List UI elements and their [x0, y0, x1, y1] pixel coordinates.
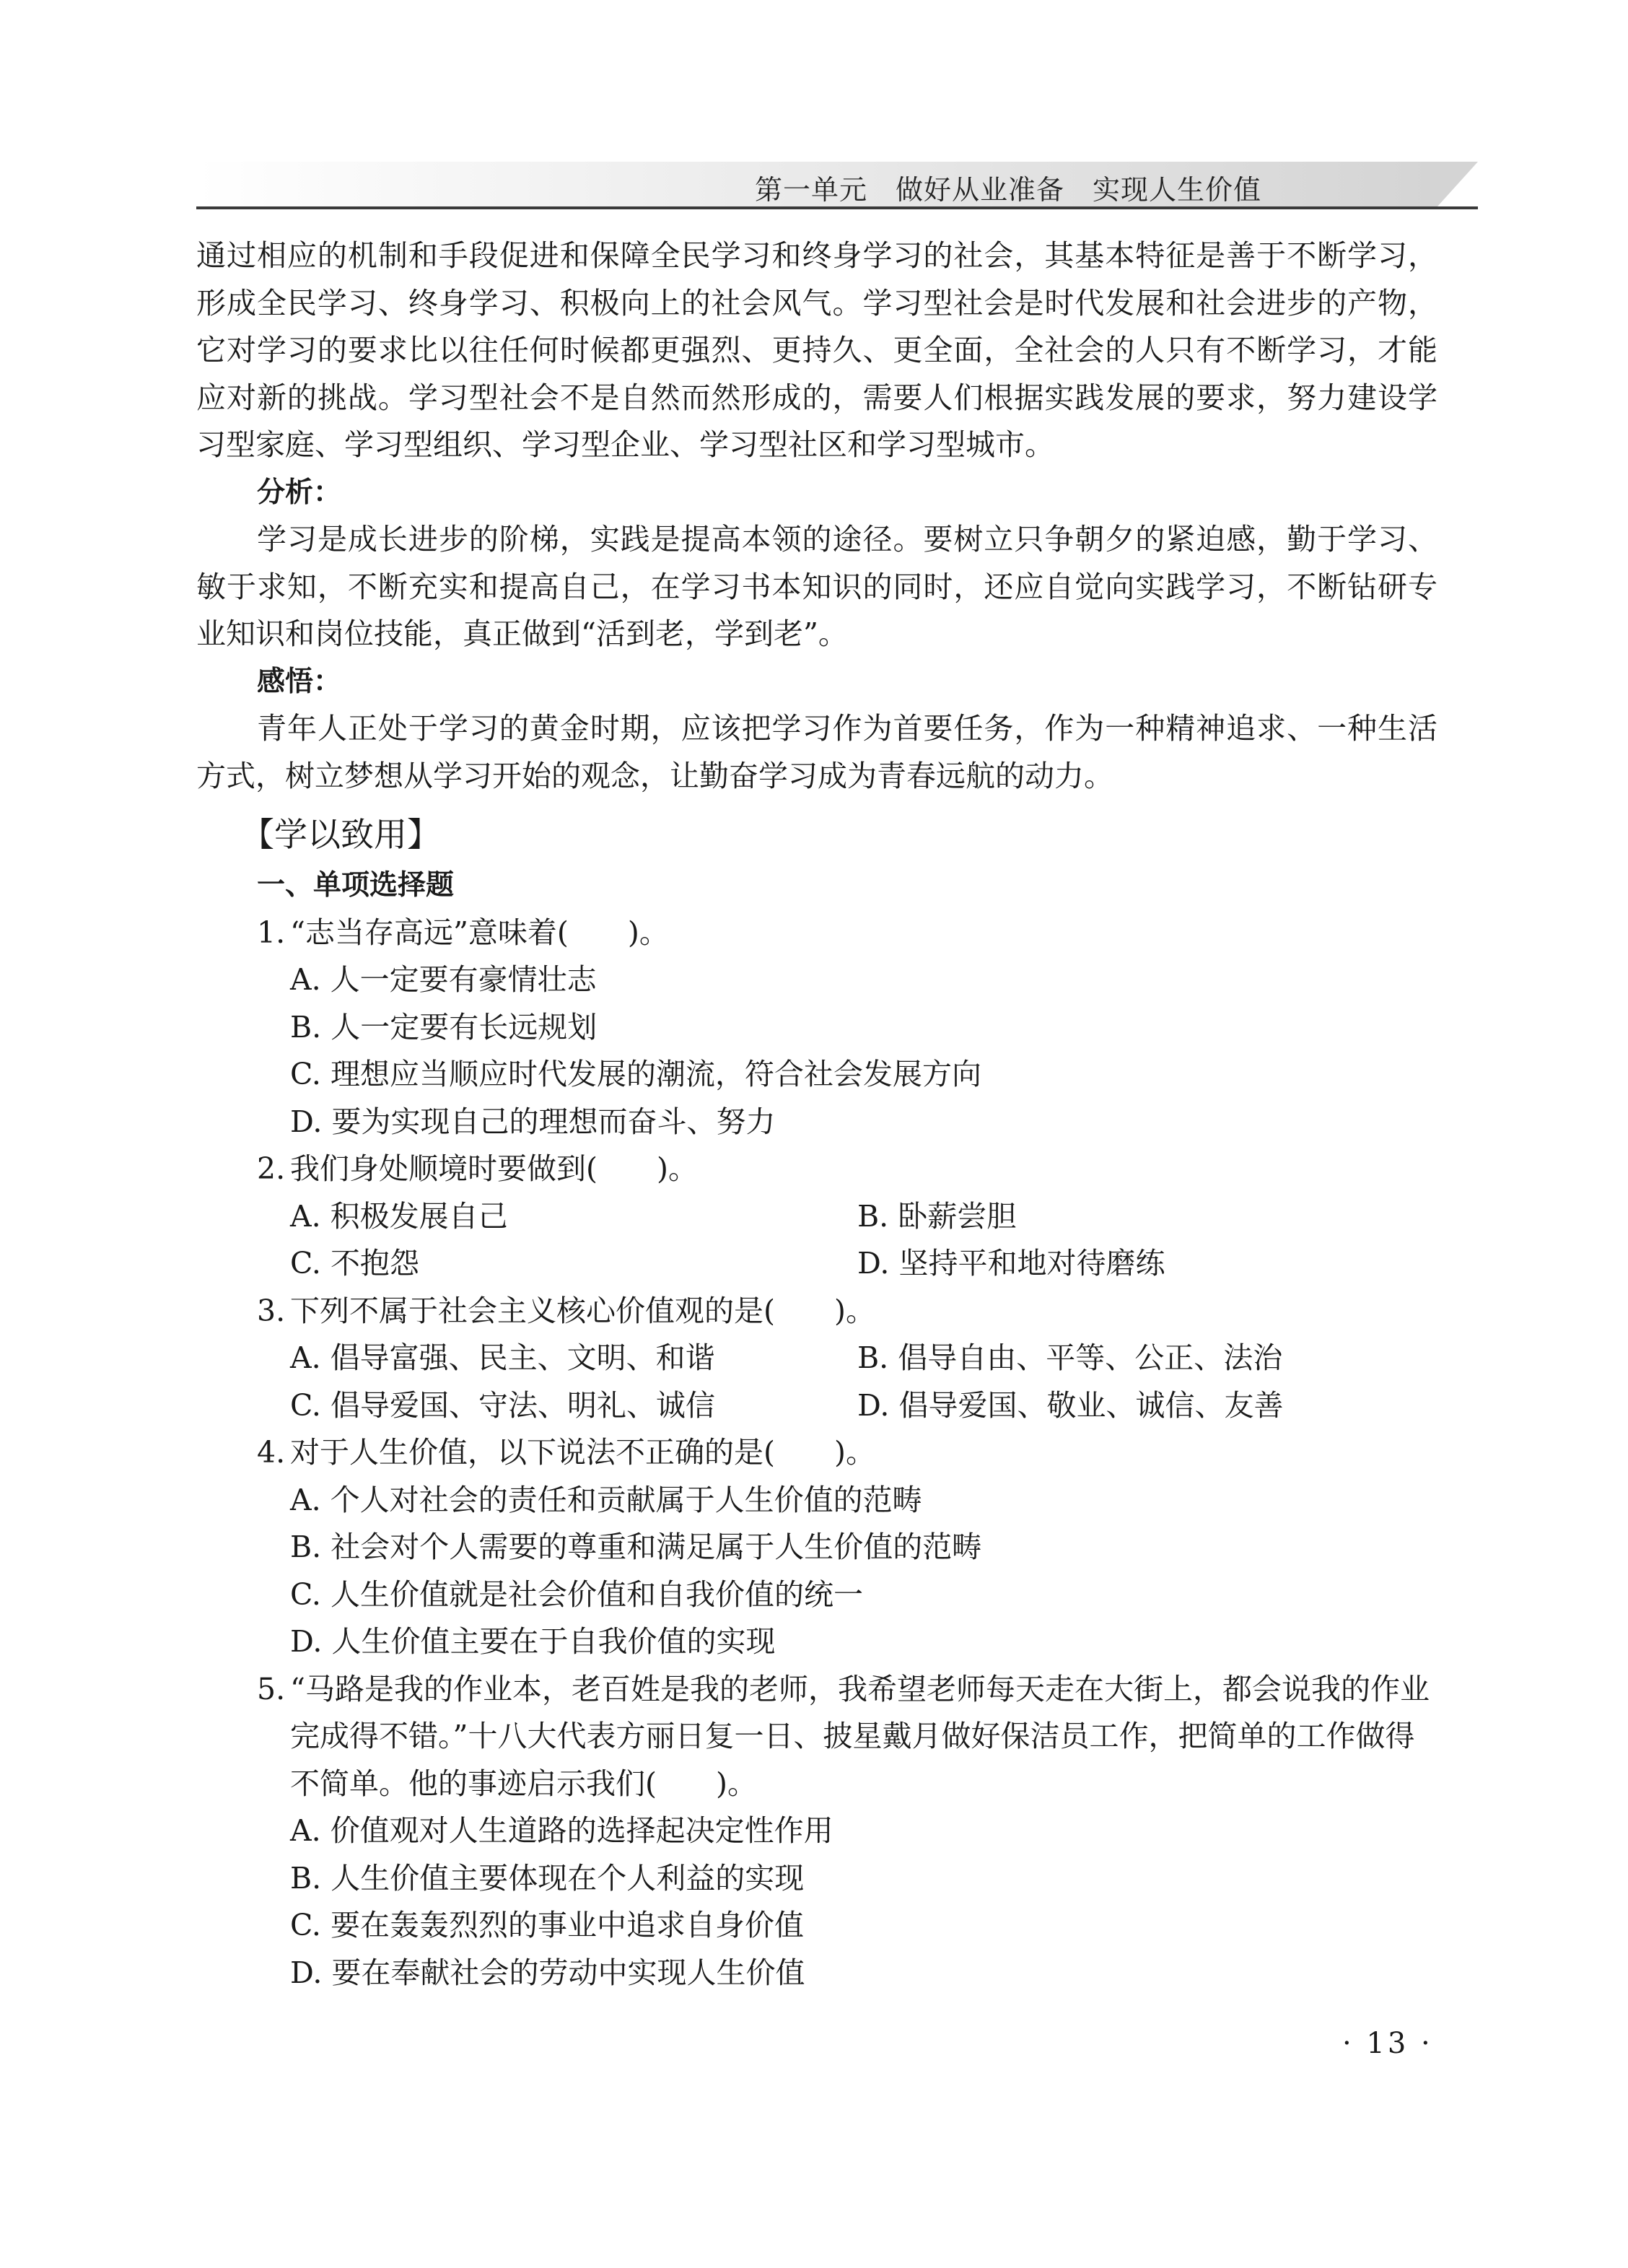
option-d: D. 人生价值主要在于自我价值的实现 [290, 1624, 776, 1659]
insight-text: 青年人正处于学习的黄金时期，应该把学习作为首要任务，作为一种精神追求、一种生活方式，树立梦想从学习开始的观念，让勤奋学习成为青春远航的动力。 [196, 711, 1437, 793]
option-row [196, 1382, 1437, 1430]
option-c: C. 人生价值就是社会价值和自我价值的统一 [290, 1576, 863, 1612]
option-row [196, 1335, 1437, 1382]
option-d: D. 倡导爱国、敬业、诚信、友善 [857, 1387, 1284, 1423]
option-d: D. 要为实现自己的理想而奋斗、努力 [290, 1104, 776, 1139]
question-number: 4. [257, 1435, 286, 1470]
option-c: C. 要在轰轰烈烈的事业中追求自身价值 [290, 1908, 804, 1942]
running-header [196, 162, 1478, 209]
option-c: C. 倡导爱国、守法、明礼、诚信 [290, 1387, 715, 1423]
option-b: B. 社会对个人需要的尊重和满足属于人生价值的范畴 [290, 1530, 982, 1564]
page-number: · 13 · [1342, 2027, 1433, 2060]
option-a: A. 个人对社会的责任和贡献属于人生价值的范畴 [290, 1482, 922, 1517]
question-stem [196, 910, 1437, 957]
question-5 [196, 1666, 1437, 1997]
question-text: 对于人生价值，以下说法不正确的是( )。 [290, 1435, 875, 1470]
option-d: D. 要在奉献社会的劳动中实现人生价值 [290, 1955, 805, 1990]
question-4 [196, 1429, 1437, 1666]
unit-title: 第一单元 做好从业准备 实现人生价值 [754, 174, 1261, 206]
subsection-title: 一、单项选择题 [257, 869, 455, 902]
question-stem [196, 1288, 1437, 1335]
question-text: 下列不属于社会主义核心价值观的是( )。 [290, 1293, 875, 1328]
question-text: “马路是我的作业本，老百姓是我的老师，我希望老师每天走在大街上，都会说我的作业完成得不错。”十八大代表方丽日复一日、披星戴月做好保洁员工作，把简单的工作做得不简单。他的事迹启示我们( )。 [290, 1671, 1430, 1801]
insight-label: 感悟： [257, 665, 342, 698]
question-text: 我们身处顺境时要做到( )。 [290, 1151, 698, 1186]
analysis-text: 学习是成长进步的阶梯，实践是提高本领的途径。要树立只争朝夕的紧迫感，勤于学习、敏于求知，不断充实和提高自己，在学习书本知识的同时，还应自觉向实践学习，不断钻研专业知识和岗位技能，真正做到“活到老，学到老”。 [196, 522, 1437, 651]
option-c: C. 不抱怨 [290, 1246, 419, 1281]
option-row [196, 1240, 1437, 1288]
option-a: A. 积极发展自己 [290, 1198, 508, 1234]
option-c: C. 理想应当顺应时代发展的潮流，符合社会发展方向 [290, 1057, 981, 1091]
option-a: A. 价值观对人生道路的选择起决定性作用 [290, 1813, 833, 1848]
question-number: 5. [257, 1671, 286, 1706]
question-stem [196, 1429, 1437, 1477]
question-number: 3. [257, 1293, 286, 1328]
question-2 [196, 1146, 1437, 1288]
question-number: 1. [257, 915, 286, 950]
page-content [196, 232, 1437, 1997]
question-1 [196, 910, 1437, 1146]
option-b: B. 人一定要有长远规划 [290, 1009, 598, 1044]
question-stem [196, 1666, 1437, 1808]
question-stem [196, 1146, 1437, 1193]
option-b: B. 人生价值主要体现在个人利益的实现 [290, 1860, 805, 1896]
option-a: A. 倡导富强、民主、文明、和谐 [290, 1340, 715, 1375]
section-title: 【学以致用】 [241, 815, 440, 854]
question-3 [196, 1288, 1437, 1430]
option-row [196, 1193, 1437, 1241]
question-text: “志当存高远”意味着( )。 [290, 915, 669, 950]
analysis-label: 分析： [257, 476, 342, 509]
option-b: B. 卧薪尝胆 [857, 1198, 1017, 1234]
header-band-tip [1437, 162, 1478, 206]
option-b: B. 倡导自由、平等、公正、法治 [857, 1340, 1283, 1375]
option-a: A. 人一定要有豪情壮志 [290, 962, 597, 997]
question-number: 2. [257, 1151, 286, 1186]
option-d: D. 坚持平和地对待磨练 [857, 1246, 1165, 1281]
intro-paragraph: 通过相应的机制和手段促进和保障全民学习和终身学习的社会，其基本特征是善于不断学习，形成全民学习、终身学习、积极向上的社会风气。学习型社会是时代发展和社会进步的产物，它对学习的要求比以往任何时候都更强烈、更持久、更全面，全社会的人只有不断学习，才能应对新的挑战。学习型社会不是自然而然形成的，需要人们根据实践发展的要求，努力建设学习型家庭、学习型组织、学习型企业、学习型社区和学习型城市。 [196, 238, 1437, 462]
